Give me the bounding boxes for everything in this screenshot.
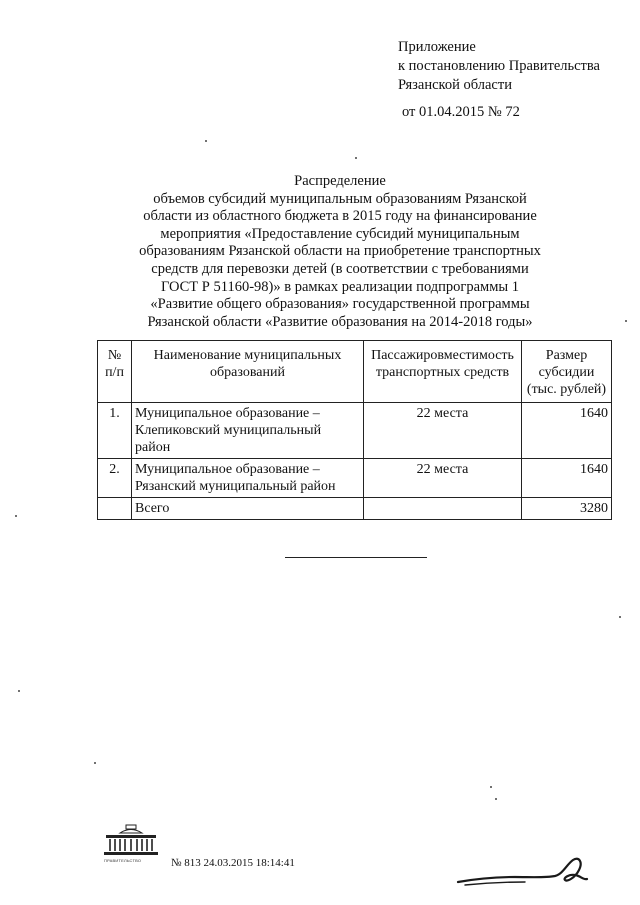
header-size-line: Размер (545, 348, 588, 363)
row-size: 1640 (522, 459, 612, 498)
table-header-row (98, 341, 612, 403)
total-label: Всего (132, 498, 364, 520)
total-size: 3280 (522, 498, 612, 520)
subsidy-table (97, 340, 612, 520)
table-row (98, 403, 612, 459)
row-name-line: Муниципальное образование – (135, 406, 320, 421)
scan-speck (355, 157, 357, 159)
row-name (132, 459, 364, 498)
header-capacity-line: транспортных средств (375, 365, 510, 380)
registration-number: № 813 24.03.2015 18:14:41 (171, 857, 295, 869)
row-name-line: Муниципальное образование – (135, 462, 320, 477)
total-num (98, 498, 132, 520)
header-num (98, 341, 132, 403)
row-num: 2. (98, 459, 132, 498)
appendix-reference: к постановлению Правительства (398, 58, 600, 74)
document-title (120, 173, 560, 331)
scan-speck (15, 515, 17, 517)
total-capacity (364, 498, 522, 520)
scan-speck (495, 798, 497, 800)
scan-speck (94, 762, 96, 764)
header-num-line: № (107, 348, 122, 363)
title-heading: Распределение (294, 173, 386, 189)
scan-speck (619, 616, 621, 618)
header-size (522, 341, 612, 403)
row-size: 1640 (522, 403, 612, 459)
header-capacity (364, 341, 522, 403)
appendix-date: от 01.04.2015 № 72 (402, 104, 520, 120)
title-line: «Развитие общего образования» государственной программы (150, 296, 530, 313)
appendix-block (398, 38, 600, 122)
header-size-line: (тыс. рублей) (526, 382, 607, 397)
scan-speck (490, 786, 492, 788)
row-num: 1. (98, 403, 132, 459)
title-line: ГОСТ Р 51160-98)» в рамках реализации подпрограммы 1 (160, 278, 520, 295)
row-name (132, 403, 364, 459)
header-capacity-line: Пассажировместимость (371, 348, 514, 363)
row-name-line: Клепиковский муниципальный (135, 423, 322, 438)
title-line: объемов субсидий муниципальным образованиям Рязанской (153, 190, 527, 207)
closing-separator-line (285, 557, 427, 558)
table-row (98, 459, 612, 498)
scan-speck (205, 140, 207, 142)
row-capacity: 22 места (364, 459, 522, 498)
handwritten-signature (455, 852, 590, 892)
header-name-line: образований (210, 365, 285, 380)
row-name-line: Рязанский муниципальный район (135, 479, 336, 494)
title-line: образованиям Рязанской области на приобретение транспортных (139, 243, 541, 260)
stamp-caption: ПРАВИТЕЛЬСТВО (104, 858, 142, 863)
header-num-line: п/п (105, 365, 124, 380)
scan-speck (18, 690, 20, 692)
row-capacity: 22 места (364, 403, 522, 459)
header-name-line: Наименование муниципальных (153, 348, 342, 363)
title-line: Рязанской области «Развитие образования на 2014-2018 годы» (147, 313, 533, 330)
appendix-label: Приложение (398, 39, 476, 55)
scan-speck (625, 320, 627, 322)
title-line: области из областного бюджета в 2015 году на финансирование (143, 208, 537, 225)
government-building-stamp (102, 823, 160, 857)
row-name-line: район (135, 440, 171, 455)
header-size-line: субсидии (538, 365, 595, 380)
title-line: средств для перевозки детей (в соответствии с требованиями (151, 260, 529, 277)
title-line: мероприятия «Предоставление субсидий муниципальным (160, 225, 520, 242)
table-total-row (98, 498, 612, 520)
appendix-region: Рязанской области (398, 77, 512, 93)
header-name (132, 341, 364, 403)
